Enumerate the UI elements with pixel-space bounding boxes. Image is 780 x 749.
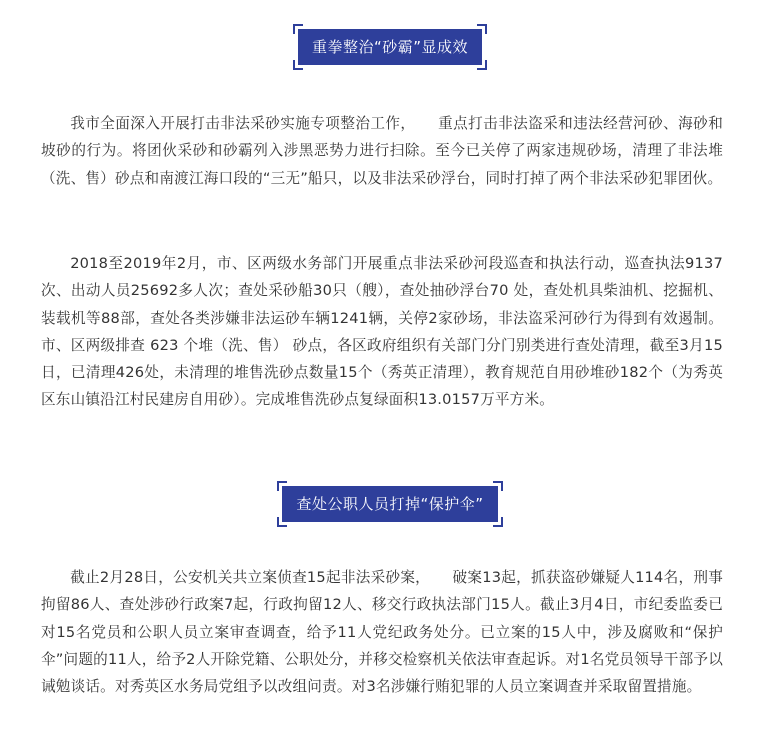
section-2-heading (282, 486, 497, 522)
heading-corner-decoration (493, 517, 503, 527)
section-1-heading-wrap (0, 29, 780, 65)
section-2-heading-text: 查处公职人员打掉“保护伞” (296, 495, 484, 513)
section-2-heading-wrap (0, 486, 780, 522)
section-2-paragraph-1: 截止2月28日，公安机关共立案侦查15起非法采砂案， 破案13起，抓获盗砂嫌疑人114名，刑事拘留86人、查处涉砂行政案7起，行政拘留12人、移交行政执法部门15人。截止3月4日，市纪委监委已对15名党员和公职人员立案审查调查，给予11人党纪政务处分。已立案的15人中，涉及腐败和“保护伞”问题的11人，给予2人开除党籍、公职处分，并移交检察机关依法审查起诉。对1名党员领导干部予以诫勉谈话。对秀英区水务局党组予以改组问责。对3名涉嫌行贿犯罪的人员立案调查并采取留置措施。 (41, 569, 723, 696)
heading-corner-decoration (277, 481, 287, 491)
section-1-paragraph-2: 2018至2019年2月，市、区两级水务部门开展重点非法采砂河段巡查和执法行动，巡查执法9137次、出动人员25692多人次；查处采砂船30只（艘），查处抽砂浮台70 处，查处机具柴油机、挖掘机、装载机等88部，查处各类涉嫌非法运砂车辆1241辆，关停2家砂场，非法盗采河砂行为得到有效遏制。市、区两级排查 623 个堆（洗、售） 砂点，各区政府组织有关部门分门别类进行查处清理，截至3月15日，已清理426处，未清理的堆售洗砂点数量15个（秀英正清理），教育规范自用砂堆砂182个（为秀英区东山镇沿江村民建房自用砂）。完成堆售洗砂点复绿面积13.0157万平方米。 (41, 255, 723, 409)
section-1-heading-text: 重拳整治“砂霸”显成效 (311, 38, 469, 56)
heading-corner-decoration (477, 24, 487, 34)
heading-corner-decoration (477, 60, 487, 70)
section-1-heading (298, 29, 482, 65)
section-1-paragraph-1: 我市全面深入开展打击非法采砂实施专项整治工作， 重点打击非法盗采和违法经营河砂、海砂和坡砂的行为。将团伙采砂和砂霸列入涉黑恶势力进行扫除。至今已关停了两家违规砂场，清理了非法堆（洗、售）砂点和南渡江海口段的“三无”船只，以及非法采砂浮台，同时打掉了两个非法采砂犯罪团伙。 (41, 115, 723, 187)
heading-corner-decoration (293, 24, 303, 34)
heading-corner-decoration (293, 60, 303, 70)
heading-corner-decoration (493, 481, 503, 491)
heading-corner-decoration (277, 517, 287, 527)
